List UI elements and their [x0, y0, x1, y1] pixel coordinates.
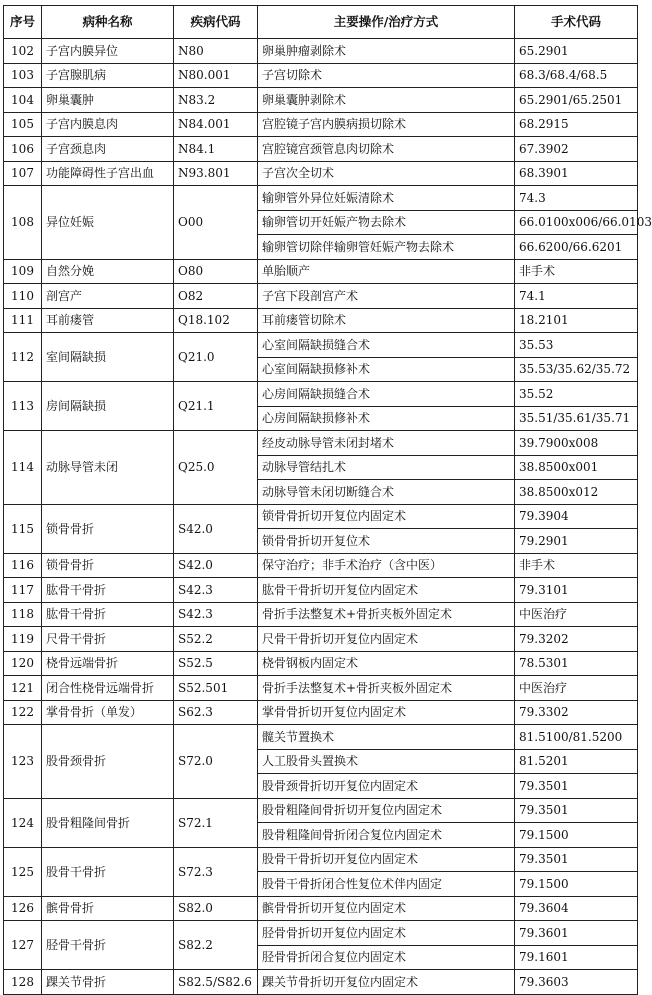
surgery-code: 39.7900x008 [515, 431, 638, 456]
disease-code: S82.2 [174, 921, 258, 970]
disease-name: 锁骨骨折 [42, 553, 174, 578]
table-row [4, 259, 638, 284]
operation-method: 心房间隔缺损修补术 [258, 406, 515, 431]
operation-method: 保守治疗；非手术治疗（含中医） [258, 553, 515, 578]
row-number: 117 [4, 578, 42, 603]
operation-method: 卵巢囊肿剥除术 [258, 88, 515, 113]
surgery-code: 65.2901/65.2501 [515, 88, 638, 113]
disease-name: 桡骨远端骨折 [42, 651, 174, 676]
operation-method: 胫骨骨折闭合复位内固定术 [258, 945, 515, 970]
operation-method: 胫骨骨折切开复位内固定术 [258, 921, 515, 946]
surgery-code: 81.5100/81.5200 [515, 725, 638, 750]
table-row [4, 88, 638, 113]
disease-code: Q21.1 [174, 382, 258, 431]
disease-code: N80.001 [174, 63, 258, 88]
operation-method: 心房间隔缺损缝合术 [258, 382, 515, 407]
disease-name: 子宫颈息肉 [42, 137, 174, 162]
disease-code: S52.501 [174, 676, 258, 701]
disease-name: 耳前瘘管 [42, 308, 174, 333]
row-number: 107 [4, 161, 42, 186]
surgery-code: 79.1500 [515, 823, 638, 848]
surgery-code: 68.3901 [515, 161, 638, 186]
operation-method: 宫腔镜宫颈管息肉切除术 [258, 137, 515, 162]
disease-code: S72.3 [174, 847, 258, 896]
table-row [4, 431, 638, 456]
table-row [4, 63, 638, 88]
header-surgery-code: 手术代码 [515, 6, 638, 39]
operation-method: 锁骨骨折切开复位术 [258, 529, 515, 554]
surgery-code: 中医治疗 [515, 676, 638, 701]
table-row [4, 700, 638, 725]
surgery-code: 非手术 [515, 553, 638, 578]
disease-name: 剖宫产 [42, 284, 174, 309]
surgery-code: 79.3202 [515, 627, 638, 652]
surgery-code: 中医治疗 [515, 602, 638, 627]
row-number: 115 [4, 504, 42, 553]
disease-name: 自然分娩 [42, 259, 174, 284]
operation-method: 股骨干骨折切开复位内固定术 [258, 847, 515, 872]
disease-name: 尺骨干骨折 [42, 627, 174, 652]
row-number: 102 [4, 39, 42, 64]
disease-name: 子宫腺肌病 [42, 63, 174, 88]
header-disease-code: 疾病代码 [174, 6, 258, 39]
row-number: 125 [4, 847, 42, 896]
table-row [4, 578, 638, 603]
operation-method: 髋关节置换术 [258, 725, 515, 750]
surgery-code: 35.53 [515, 333, 638, 358]
row-number: 113 [4, 382, 42, 431]
row-number: 112 [4, 333, 42, 382]
operation-method: 股骨颈骨折切开复位内固定术 [258, 774, 515, 799]
disease-name: 股骨颈骨折 [42, 725, 174, 799]
disease-code: Q25.0 [174, 431, 258, 505]
surgery-code: 79.3501 [515, 847, 638, 872]
disease-name: 肱骨干骨折 [42, 602, 174, 627]
table-row [4, 504, 638, 529]
disease-name: 股骨粗隆间骨折 [42, 798, 174, 847]
row-number: 106 [4, 137, 42, 162]
surgery-code: 35.53/35.62/35.72 [515, 357, 638, 382]
row-number: 124 [4, 798, 42, 847]
operation-method: 桡骨钢板内固定术 [258, 651, 515, 676]
table-row [4, 847, 638, 872]
table-row [4, 112, 638, 137]
disease-name: 功能障碍性子宫出血 [42, 161, 174, 186]
operation-method: 掌骨骨折切开复位内固定术 [258, 700, 515, 725]
surgery-code: 79.3904 [515, 504, 638, 529]
surgery-code: 79.1601 [515, 945, 638, 970]
operation-method: 尺骨干骨折切开复位内固定术 [258, 627, 515, 652]
disease-code: S82.0 [174, 896, 258, 921]
table-row [4, 627, 638, 652]
row-number: 120 [4, 651, 42, 676]
disease-code: N80 [174, 39, 258, 64]
disease-name: 掌骨骨折（单发） [42, 700, 174, 725]
disease-code: Q18.102 [174, 308, 258, 333]
surgery-code: 66.6200/66.6201 [515, 235, 638, 260]
table-row [4, 896, 638, 921]
disease-name: 室间隔缺损 [42, 333, 174, 382]
surgery-code: 38.8500x001 [515, 455, 638, 480]
disease-name: 子宫内膜息肉 [42, 112, 174, 137]
disease-name: 闭合性桡骨远端骨折 [42, 676, 174, 701]
operation-method: 髌骨骨折切开复位内固定术 [258, 896, 515, 921]
surgery-code: 38.8500x012 [515, 480, 638, 505]
operation-method: 股骨干骨折闭合性复位术伴内固定 [258, 872, 515, 897]
table-row [4, 382, 638, 407]
disease-name: 锁骨骨折 [42, 504, 174, 553]
table-row [4, 137, 638, 162]
table-row [4, 651, 638, 676]
operation-method: 动脉导管未闭切断缝合术 [258, 480, 515, 505]
operation-method: 输卵管外异位妊娠清除术 [258, 186, 515, 211]
row-number: 128 [4, 970, 42, 995]
surgery-code: 68.3/68.4/68.5 [515, 63, 638, 88]
operation-method: 股骨粗隆间骨折闭合复位内固定术 [258, 823, 515, 848]
surgery-code: 79.3101 [515, 578, 638, 603]
row-number: 109 [4, 259, 42, 284]
disease-code: N93.801 [174, 161, 258, 186]
disease-code: S72.1 [174, 798, 258, 847]
row-number: 123 [4, 725, 42, 799]
row-number: 108 [4, 186, 42, 260]
row-number: 104 [4, 88, 42, 113]
surgery-code: 35.52 [515, 382, 638, 407]
table-row [4, 798, 638, 823]
disease-name: 踝关节骨折 [42, 970, 174, 995]
row-number: 116 [4, 553, 42, 578]
row-number: 103 [4, 63, 42, 88]
surgery-code: 65.2901 [515, 39, 638, 64]
disease-name: 肱骨干骨折 [42, 578, 174, 603]
operation-method: 经皮动脉导管未闭封堵术 [258, 431, 515, 456]
disease-name: 动脉导管未闭 [42, 431, 174, 505]
surgery-code: 67.3902 [515, 137, 638, 162]
surgery-code: 79.3601 [515, 921, 638, 946]
operation-method: 骨折手法整复术+骨折夹板外固定术 [258, 676, 515, 701]
surgery-code: 79.3603 [515, 970, 638, 995]
operation-method: 踝关节骨折切开复位内固定术 [258, 970, 515, 995]
operation-method: 耳前瘘管切除术 [258, 308, 515, 333]
table-row [4, 284, 638, 309]
disease-code: N84.001 [174, 112, 258, 137]
table-row [4, 39, 638, 64]
operation-method: 输卵管切除伴输卵管妊娠产物去除术 [258, 235, 515, 260]
table-row [4, 308, 638, 333]
surgery-code: 74.1 [515, 284, 638, 309]
surgery-code: 79.3604 [515, 896, 638, 921]
row-number: 126 [4, 896, 42, 921]
header-row [4, 6, 638, 39]
disease-code: S72.0 [174, 725, 258, 799]
row-number: 105 [4, 112, 42, 137]
disease-code: Q21.0 [174, 333, 258, 382]
operation-method: 宫腔镜子宫内膜病损切除术 [258, 112, 515, 137]
operation-method: 子宫切除术 [258, 63, 515, 88]
operation-method: 单胎顺产 [258, 259, 515, 284]
table-row [4, 725, 638, 750]
disease-surgery-table [3, 5, 652, 995]
disease-code: S82.5/S82.6 [174, 970, 258, 995]
operation-method: 子宫下段剖宫产术 [258, 284, 515, 309]
row-number: 119 [4, 627, 42, 652]
surgery-code: 79.1500 [515, 872, 638, 897]
operation-method: 股骨粗隆间骨折切开复位内固定术 [258, 798, 515, 823]
header-no: 序号 [4, 6, 42, 39]
disease-code: S42.0 [174, 553, 258, 578]
row-number: 127 [4, 921, 42, 970]
surgery-code: 68.2915 [515, 112, 638, 137]
table-row [4, 553, 638, 578]
disease-code: S42.3 [174, 602, 258, 627]
operation-method: 输卵管切开妊娠产物去除术 [258, 210, 515, 235]
table-row [4, 676, 638, 701]
surgery-code: 18.2101 [515, 308, 638, 333]
table-row [4, 970, 638, 995]
surgery-code: 79.2901 [515, 529, 638, 554]
table-header [4, 6, 638, 39]
surgery-code: 66.0100x006/66.0103 [515, 210, 638, 235]
disease-code: S52.5 [174, 651, 258, 676]
operation-method: 骨折手法整复术+骨折夹板外固定术 [258, 602, 515, 627]
disease-name: 卵巢囊肿 [42, 88, 174, 113]
disease-name: 胫骨干骨折 [42, 921, 174, 970]
disease-name: 髌骨骨折 [42, 896, 174, 921]
row-number: 111 [4, 308, 42, 333]
disease-code: N83.2 [174, 88, 258, 113]
disease-code: S42.0 [174, 504, 258, 553]
operation-method: 锁骨骨折切开复位内固定术 [258, 504, 515, 529]
disease-code: N84.1 [174, 137, 258, 162]
operation-method: 子宫次全切术 [258, 161, 515, 186]
operation-method: 心室间隔缺损修补术 [258, 357, 515, 382]
surgery-code: 非手术 [515, 259, 638, 284]
row-number: 122 [4, 700, 42, 725]
operation-method: 肱骨干骨折切开复位内固定术 [258, 578, 515, 603]
operation-method: 人工股骨头置换术 [258, 749, 515, 774]
disease-code: S62.3 [174, 700, 258, 725]
row-number: 118 [4, 602, 42, 627]
header-disease-name: 病种名称 [42, 6, 174, 39]
surgery-code: 79.3302 [515, 700, 638, 725]
operation-method: 卵巢肿瘤剥除术 [258, 39, 515, 64]
table-row [4, 186, 638, 211]
surgery-code: 81.5201 [515, 749, 638, 774]
surgery-code: 79.3501 [515, 798, 638, 823]
disease-name: 子宫内膜异位 [42, 39, 174, 64]
surgery-code: 79.3501 [515, 774, 638, 799]
table-row [4, 161, 638, 186]
row-number: 121 [4, 676, 42, 701]
disease-code: O00 [174, 186, 258, 260]
surgery-code: 74.3 [515, 186, 638, 211]
table-row [4, 921, 638, 946]
header-operation: 主要操作/治疗方式 [258, 6, 515, 39]
disease-name: 股骨干骨折 [42, 847, 174, 896]
disease-code: S42.3 [174, 578, 258, 603]
row-number: 114 [4, 431, 42, 505]
operation-method: 心室间隔缺损缝合术 [258, 333, 515, 358]
disease-name: 异位妊娠 [42, 186, 174, 260]
surgery-code: 78.5301 [515, 651, 638, 676]
disease-code: O80 [174, 259, 258, 284]
table-row [4, 333, 638, 358]
operation-method: 动脉导管结扎术 [258, 455, 515, 480]
disease-name: 房间隔缺损 [42, 382, 174, 431]
row-number: 110 [4, 284, 42, 309]
disease-code: O82 [174, 284, 258, 309]
surgery-code: 35.51/35.61/35.71 [515, 406, 638, 431]
table-row [4, 602, 638, 627]
table-body [4, 39, 652, 995]
disease-code: S52.2 [174, 627, 258, 652]
